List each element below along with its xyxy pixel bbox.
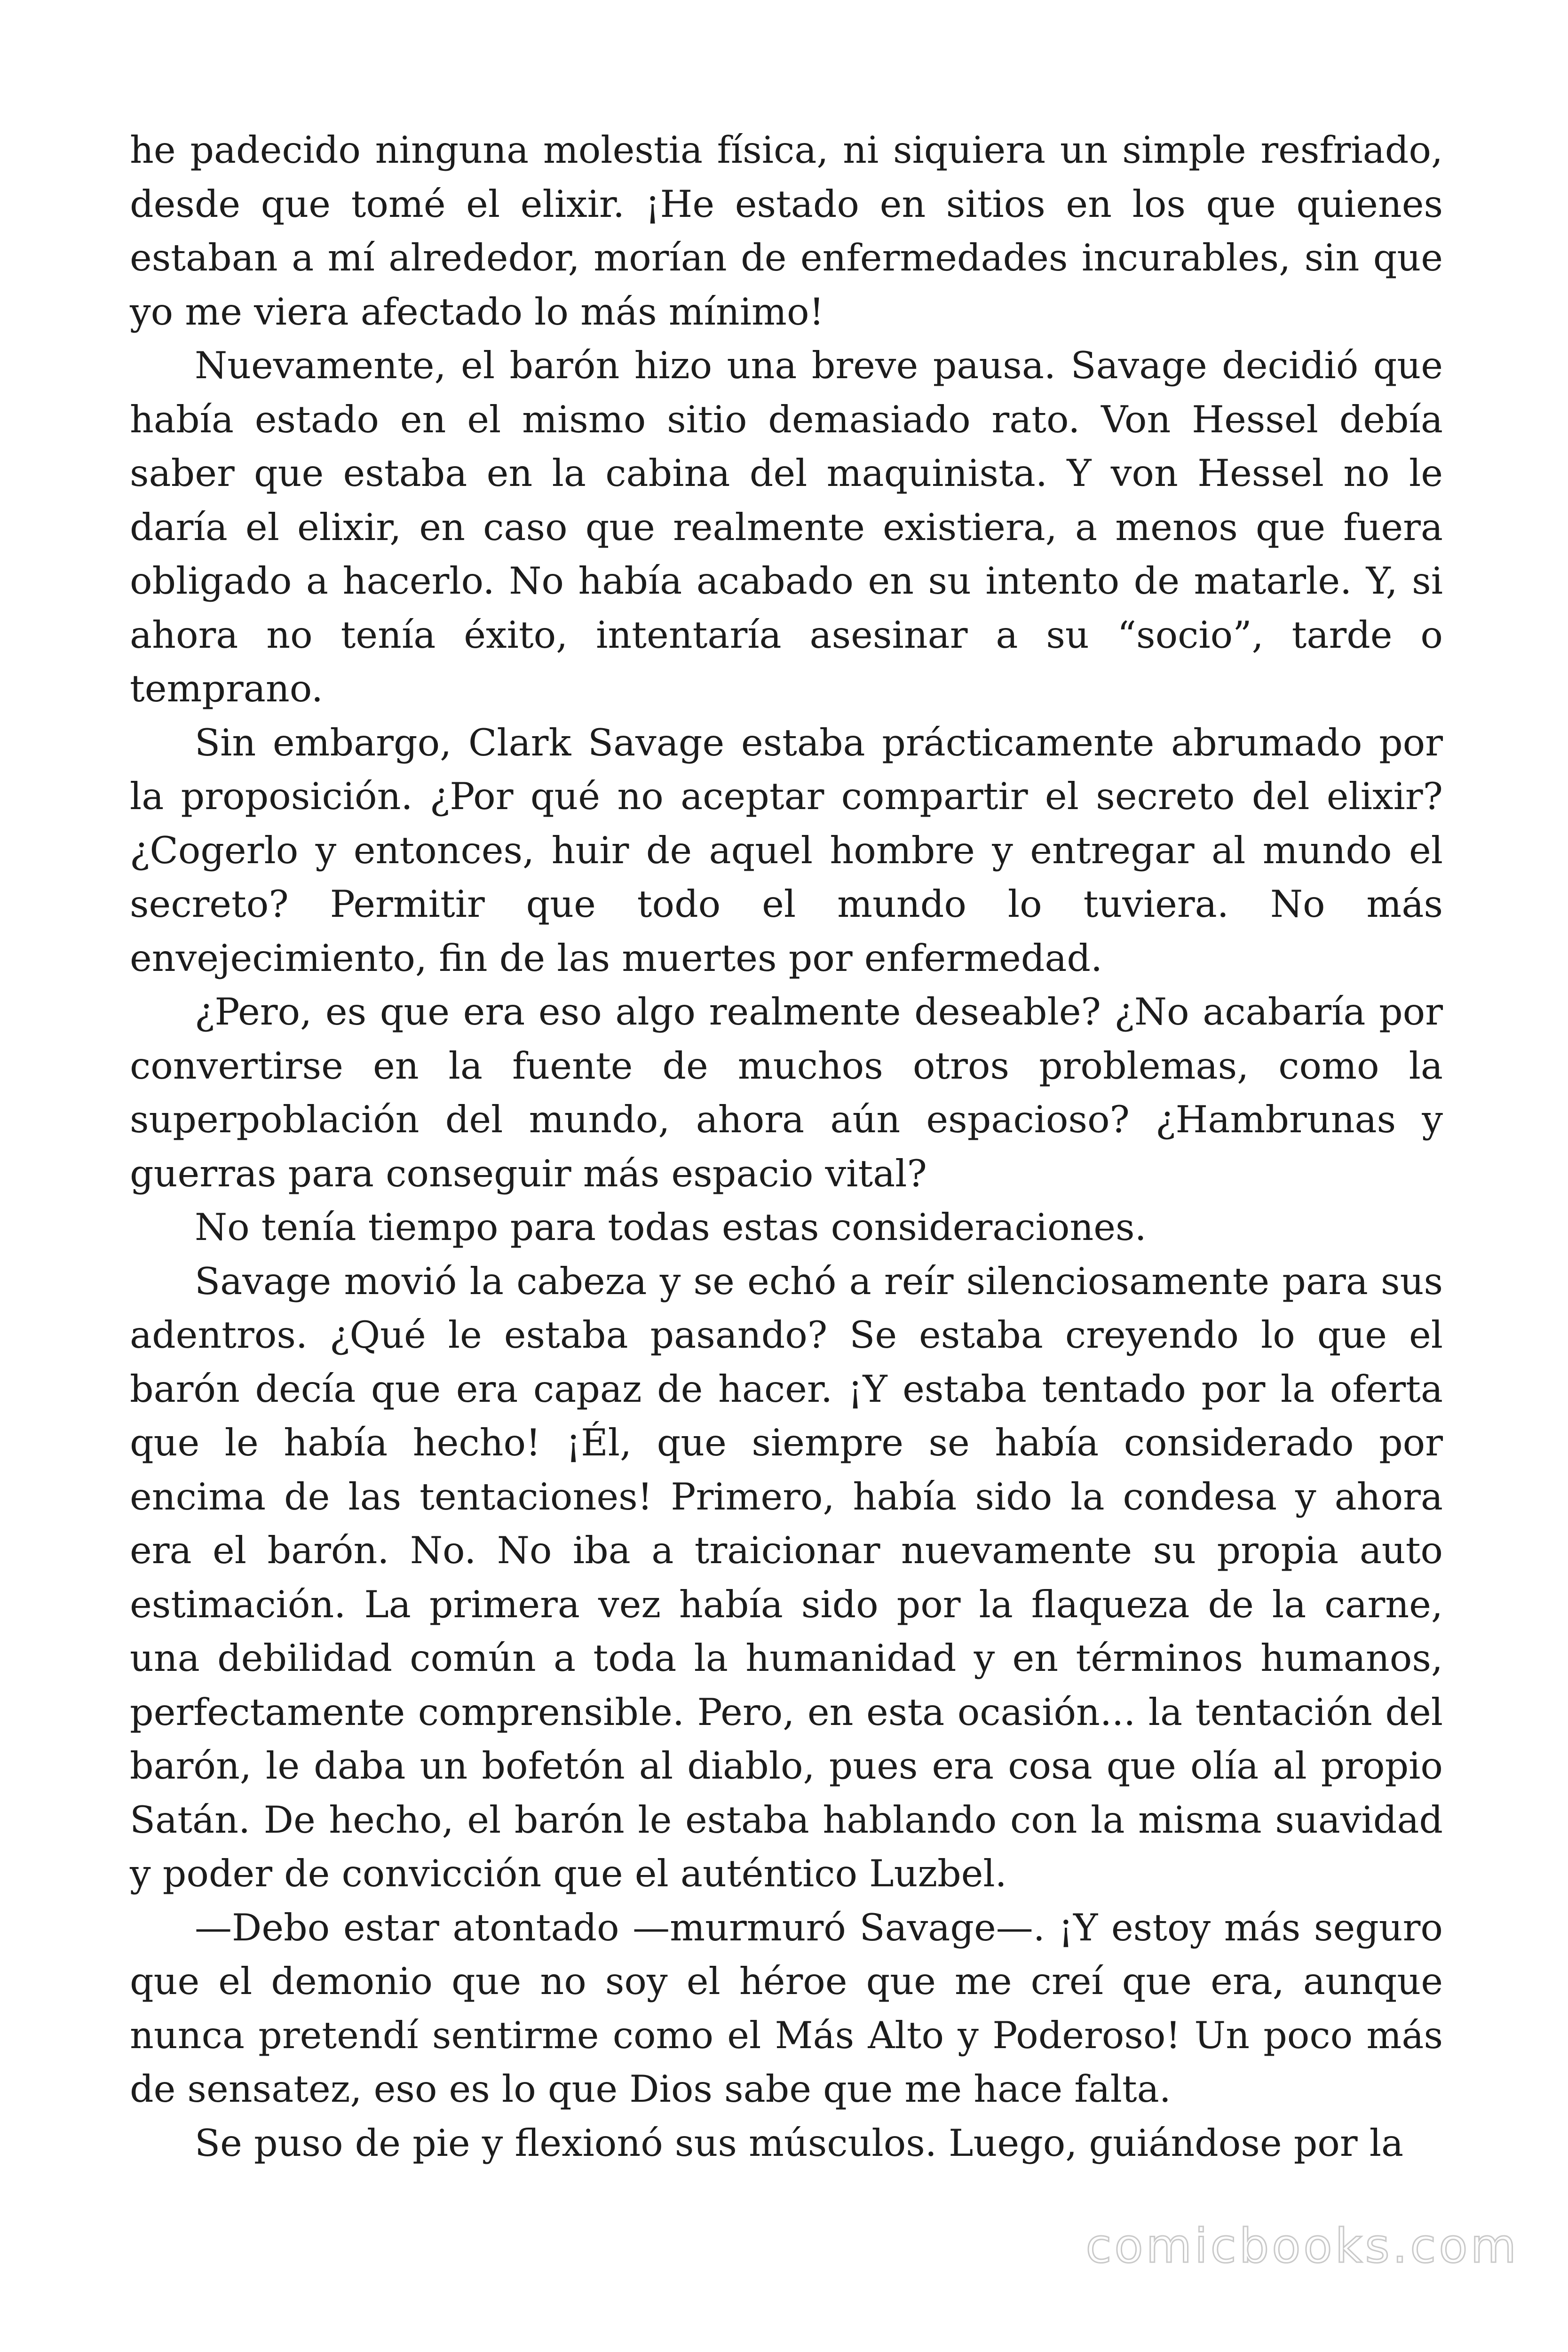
watermark: comicbooks.com [1085, 2218, 1519, 2273]
paragraph-4: ¿Pero, es que era eso algo realmente deseable? ¿No acabaría por convertirse en la fuente de muchos otros problemas, como la superpoblación del mundo, ahora aún espacioso? ¿Hambrunas y guerras para conseguir más espacio vital? [130, 990, 1443, 1195]
body-text [130, 123, 1443, 2170]
paragraph-8: Se puso de pie y flexionó sus músculos. Luego, guiándose por la [195, 2121, 1404, 2165]
paragraph-7: —Debo estar atontado —murmuró Savage—. ¡Y estoy más seguro que el demonio que no soy el héroe que me creí que era, aunque nunca pretendí sentirme como el Más Alto y Poderoso! Un poco más de sensatez, eso es lo que Dios sabe que me hace falta. [130, 1906, 1443, 2111]
paragraph-6: Savage movió la cabeza y se echó a reír silenciosamente para sus adentros. ¿Qué le estaba pasando? Se estaba creyendo lo que el barón decía que era capaz de hacer. ¡Y estaba tentado por la oferta que le había hecho! ¡Él, que siempre se había considerado por encima de las tentaciones! Primero, había sido la condesa y ahora era el barón. No. No iba a traicionar nuevamente su propia auto estimación. La primera vez había sido por la flaqueza de la carne, una debilidad común a toda la humanidad y en términos humanos, perfectamente comprensible. Pero, en esta ocasión... la tentación del barón, le daba un bofetón al diablo, pues era cosa que olía al propio Satán. De hecho, el barón le estaba hablando con la misma suavidad y poder de convicción que el auténtico Luzbel. [130, 1259, 1443, 1895]
paragraph-3: Sin embargo, Clark Savage estaba prácticamente abrumado por la proposición. ¿Por qué no aceptar compartir el secreto del elixir? ¿Cogerlo y entonces, huir de aquel hombre y entregar al mundo el secreto? Permitir que todo el mundo lo tuviera. No más envejecimiento, fin de las muertes por enfermedad. [130, 721, 1443, 980]
paragraph-5: No tenía tiempo para todas estas consideraciones. [195, 1206, 1147, 1249]
paragraph-1: he padecido ninguna molestia física, ni siquiera un simple resfriado, desde que tomé el elixir. ¡He estado en sitios en los que quienes estaban a mí alrededor, morían de enfermedades incurables, sin que yo me viera afectado lo más mínimo! [130, 128, 1443, 334]
paragraph-2: Nuevamente, el barón hizo una breve pausa. Savage decidió que había estado en el mismo sitio demasiado rato. Von Hessel debía saber que estaba en la cabina del maquinista. Y von Hessel no le daría el elixir, en caso que realmente existiera, a menos que fuera obligado a hacerlo. No había acabado en su intento de matarle. Y, si ahora no tenía éxito, intentaría asesinar a su “socio”, tarde o temprano. [130, 344, 1443, 710]
